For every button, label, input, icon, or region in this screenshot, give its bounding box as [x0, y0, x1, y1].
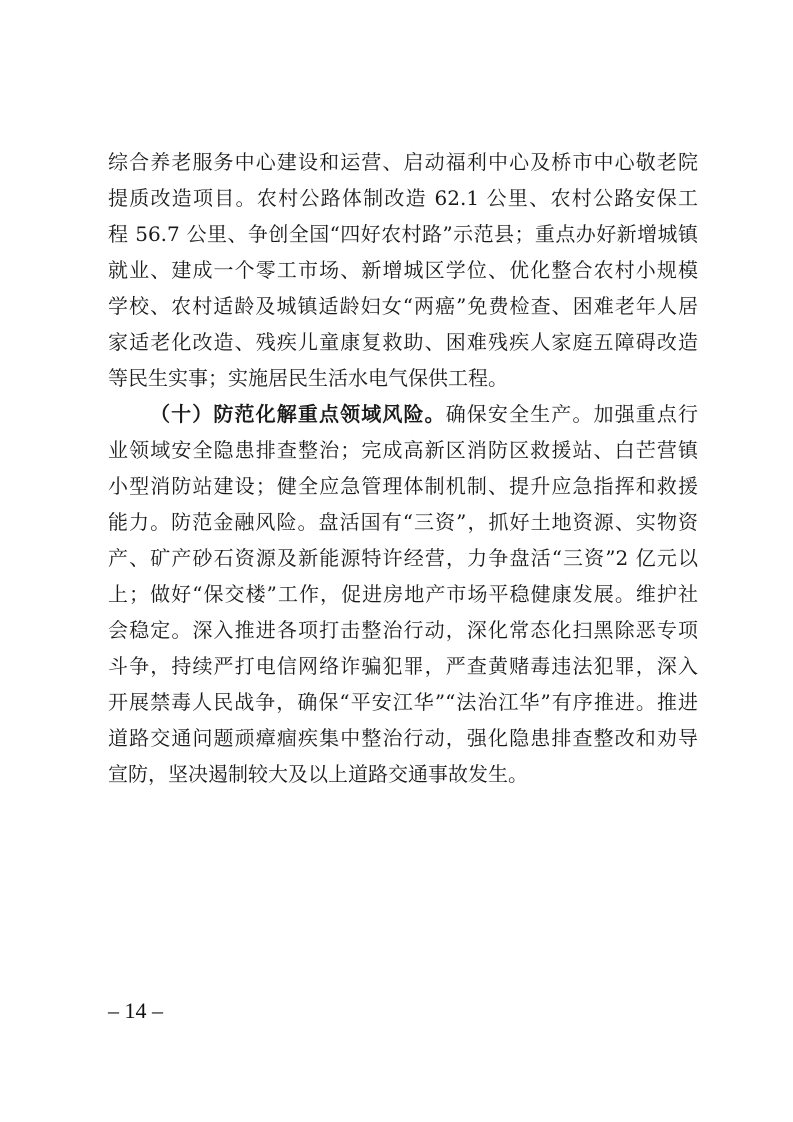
text-line: 斗争，持续严打电信网络诈骗犯罪，严查黄赌毒违法犯罪，深入 [108, 654, 698, 678]
text-line: 就业、建成一个零工市场、新增城区学位、优化整合农村小规模 [108, 258, 698, 282]
text-line: 能力。防范金融风险。盘活国有“三资”，抓好土地资源、实物资 [108, 510, 698, 534]
text-line: 等民生实事；实施居民生活水电气保供工程。 [108, 366, 508, 390]
text-line: 产、矿产砂石资源及新能源特许经营，力争盘活“三资”2 亿元以 [108, 546, 698, 570]
section-heading-continuation: 确保安全生产。加强重点行 [445, 402, 698, 426]
text-line: 道路交通问题顽瘴痼疾集中整治行动，强化隐患排查整改和劝导 [108, 726, 698, 750]
text-line: 提质改造项目。农村公路体制改造 62.1 公里、农村公路安保工 [108, 186, 698, 210]
text-line: 家适老化改造、残疾儿童康复救助、困难残疾人家庭五障碍改造 [108, 330, 698, 354]
text-line-first [108, 396, 698, 432]
text-line: 小型消防站建设；健全应急管理体制机制、提升应急指挥和救援 [108, 474, 698, 498]
document-body [108, 144, 698, 792]
text-line: 开展禁毒人民战争，确保“平安江华”“法治江华”有序推进。推进 [108, 690, 698, 714]
text-line: 上；做好“保交楼”工作，促进房地产市场平稳健康发展。维护社 [108, 582, 698, 606]
paragraph-risk-prevention [108, 396, 698, 792]
text-line: 业领域安全隐患排查整治；完成高新区消防区救援站、白芒营镇 [108, 438, 698, 462]
text-line: 会稳定。深入推进各项打击整治行动，深化常态化扫黑除恶专项 [108, 618, 698, 642]
text-line: 程 56.7 公里、争创全国“四好农村路”示范县；重点办好新增城镇 [108, 222, 698, 246]
page-number: – 14 – [108, 998, 163, 1023]
text-line: 学校、农村适龄及城镇适龄妇女“两癌”免费检查、困难老年人居 [108, 294, 698, 318]
paragraph-livelihood-projects [108, 144, 698, 396]
text-line: 宣防，坚决遏制较大及以上道路交通事故发生。 [108, 762, 528, 786]
section-heading: （十）防范化解重点领域风险。 [150, 402, 446, 426]
text-line: 综合养老服务中心建设和运营、启动福利中心及桥市中心敬老院 [108, 150, 698, 174]
